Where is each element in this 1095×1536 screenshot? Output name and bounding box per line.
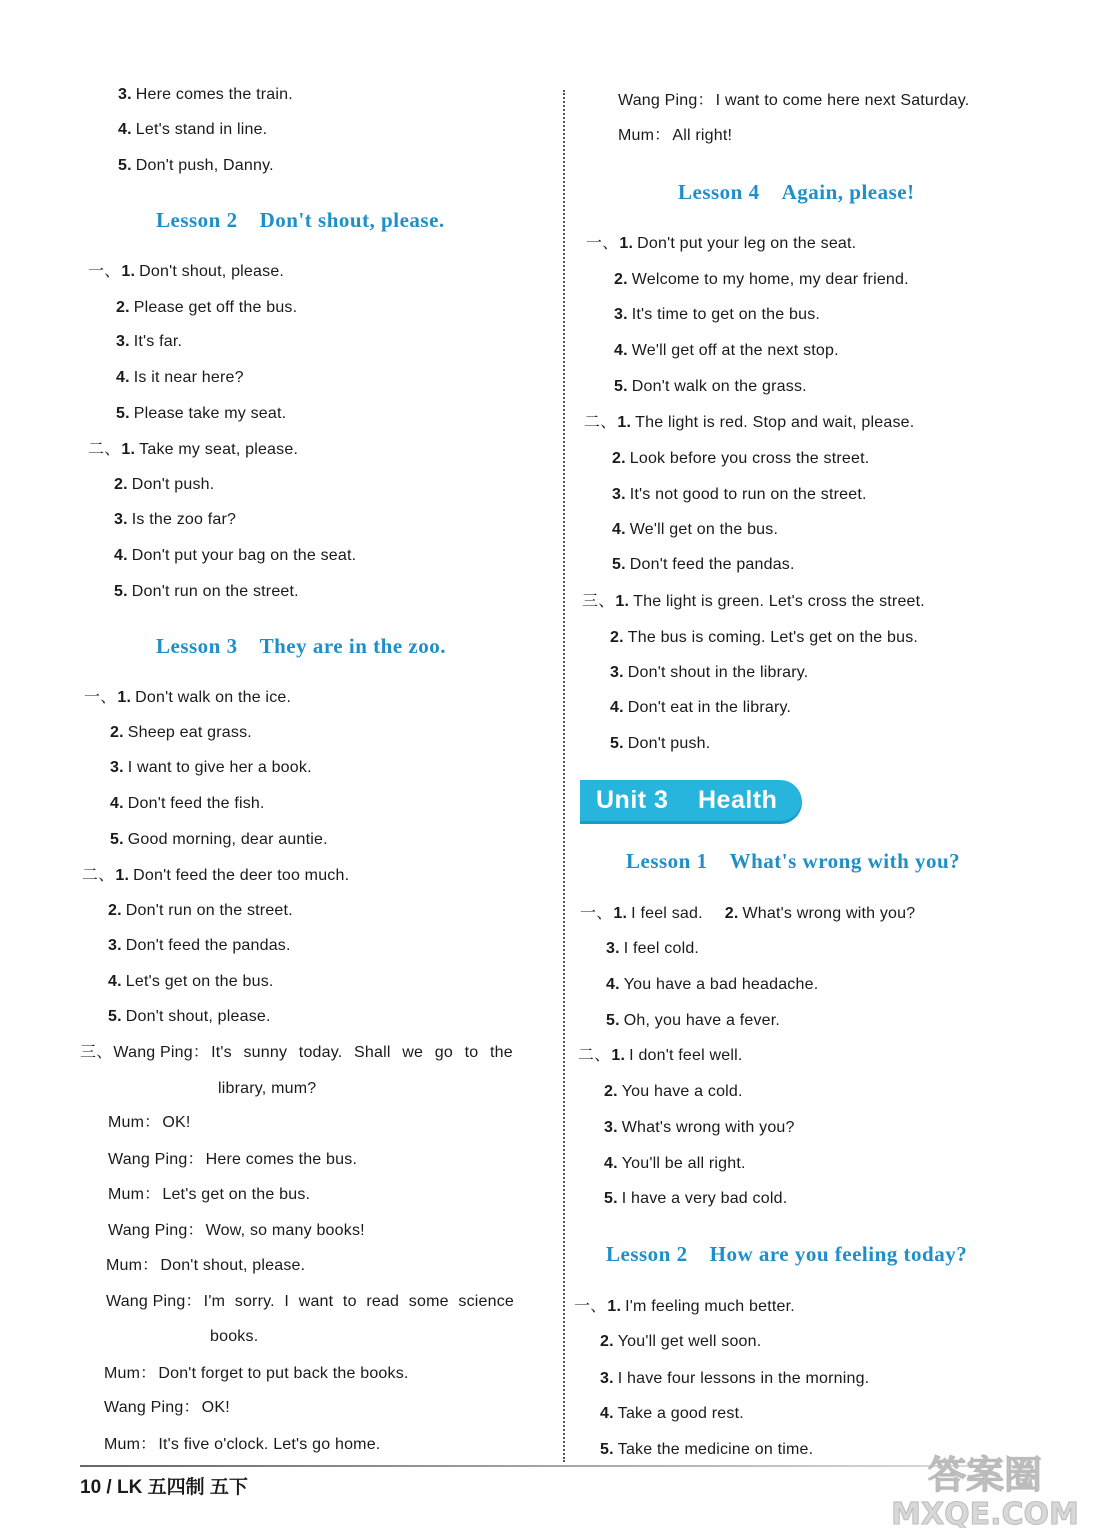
lesson-heading: Lesson 3 They are in the zoo. — [156, 634, 446, 658]
lesson-heading: Lesson 2 Don't shout, please. — [156, 208, 445, 232]
list-item: 5. Don't run on the street. — [114, 583, 299, 600]
list-item: 2. Welcome to my home, my dear friend. — [614, 271, 909, 288]
list-item: 3. Don't shout in the library. — [610, 664, 809, 681]
unit-label: Unit 3 — [596, 786, 669, 814]
list-item: 3. I have four lessons in the morning. — [600, 1370, 870, 1387]
watermark-url: MXQE.COM — [891, 1497, 1079, 1528]
dialogue-line: Wang Ping： Here comes the bus. — [108, 1151, 358, 1168]
dialogue-line: Wang Ping： I want to come here next Saturday. — [618, 92, 970, 109]
list-item: 4. You have a bad headache. — [606, 976, 819, 993]
list-item: 2. The bus is coming. Let's get on the bus. — [610, 629, 919, 646]
list-item: 4. Is it near here? — [116, 369, 244, 386]
list-item: 5. Don't shout, please. — [108, 1008, 271, 1025]
dialogue-line: 三、Wang Ping： It's sunny today. Shall we go to the — [80, 1044, 513, 1061]
list-item: 3. Here comes the train. — [118, 86, 293, 103]
list-item: 2. Don't push. — [114, 476, 215, 493]
footer-rule — [80, 1465, 980, 1467]
dialogue-line: Wang Ping： OK! — [104, 1399, 230, 1416]
dialogue-line: Mum： Don't shout, please. — [106, 1257, 306, 1274]
list-item: 2. Sheep eat grass. — [110, 724, 252, 741]
list-item: 5. Don't walk on the grass. — [614, 378, 807, 395]
list-item: 4. Let's get on the bus. — [108, 973, 274, 990]
list-item: 3. I feel cold. — [606, 940, 700, 957]
list-item: 2. Please get off the bus. — [116, 299, 298, 316]
dialogue-line: books. — [210, 1328, 259, 1345]
list-item: 3. It's time to get on the bus. — [614, 306, 821, 323]
lesson-heading: Lesson 4 Again, please! — [678, 180, 915, 204]
lesson-heading: Lesson 2 How are you feeling today? — [606, 1242, 968, 1266]
page-footer: 10 / LK 五四制 五下 — [80, 1477, 248, 1498]
list-item: 2. Don't run on the street. — [108, 902, 293, 919]
unit-banner — [580, 780, 802, 824]
list-item: 5. Good morning, dear auntie. — [110, 831, 328, 848]
list-item: 5. Don't push. — [610, 735, 711, 752]
column-divider — [563, 90, 565, 1462]
list-item: 5. Don't feed the pandas. — [612, 556, 795, 573]
list-item: 4. We'll get off at the next stop. — [614, 342, 839, 359]
list-item: 4. We'll get on the bus. — [612, 521, 779, 538]
list-item: 5. Take the medicine on time. — [600, 1441, 814, 1458]
list-item: 5. I have a very bad cold. — [604, 1190, 788, 1207]
list-item: 4. Let's stand in line. — [118, 121, 268, 138]
unit-title: Health — [698, 786, 778, 814]
list-item: 3. It's not good to run on the street. — [612, 486, 867, 503]
dialogue-line: Wang Ping： Wow, so many books! — [108, 1222, 365, 1239]
list-item: 3. What's wrong with you? — [604, 1119, 795, 1136]
list-item: 3. Don't feed the pandas. — [108, 937, 291, 954]
list-item: 2. Look before you cross the street. — [612, 450, 870, 467]
lesson-heading: Lesson 1 What's wrong with you? — [626, 849, 961, 873]
list-item: 二、1. I don't feel well. — [578, 1047, 743, 1064]
list-item: 5. Please take my seat. — [116, 405, 287, 422]
left-column — [0, 0, 548, 1480]
list-item: 2. You'll get well soon. — [600, 1333, 762, 1350]
dialogue-line: Mum： Let's get on the bus. — [108, 1186, 311, 1203]
list-item: 4. Don't put your bag on the seat. — [114, 547, 357, 564]
list-item: 3. I want to give her a book. — [110, 759, 312, 776]
list-item: 5. Oh, you have a fever. — [606, 1012, 781, 1029]
list-item: 一、1. Don't shout, please. — [88, 263, 285, 280]
dialogue-line: Mum： OK! — [108, 1114, 191, 1131]
list-item: 三、1. The light is green. Let's cross the street. — [582, 593, 925, 610]
dialogue-line: Mum： Don't forget to put back the books. — [104, 1365, 409, 1382]
list-item: 5. Don't push, Danny. — [118, 157, 274, 174]
list-item: 二、1. Take my seat, please. — [88, 441, 299, 458]
list-item: 一、1. I'm feeling much better. — [574, 1298, 795, 1315]
list-item: 4. Don't feed the fish. — [110, 795, 265, 812]
list-item: 一、1. I feel sad. 2. What's wrong with you? — [580, 905, 916, 922]
list-item: 4. You'll be all right. — [604, 1155, 746, 1172]
dialogue-line: library, mum? — [218, 1080, 317, 1097]
watermark-logo — [885, 1448, 1085, 1528]
watermark-text: 答案圈 — [927, 1453, 1043, 1497]
list-item: 2. You have a cold. — [604, 1083, 743, 1100]
list-item: 3. It's far. — [116, 333, 183, 350]
list-item: 二、1. Don't feed the deer too much. — [82, 867, 350, 884]
list-item: 4. Don't eat in the library. — [610, 699, 792, 716]
list-item: 3. Is the zoo far? — [114, 511, 237, 528]
list-item: 一、1. Don't put your leg on the seat. — [586, 235, 857, 252]
list-item: 二、1. The light is red. Stop and wait, please. — [584, 414, 915, 431]
list-item: 一、1. Don't walk on the ice. — [84, 689, 292, 706]
dialogue-line: Mum： It's five o'clock. Let's go home. — [104, 1436, 381, 1453]
list-item: 4. Take a good rest. — [600, 1405, 744, 1422]
dialogue-line: Mum： All right! — [618, 127, 733, 144]
dialogue-line: Wang Ping： I'm sorry. I want to read some science — [106, 1293, 515, 1310]
